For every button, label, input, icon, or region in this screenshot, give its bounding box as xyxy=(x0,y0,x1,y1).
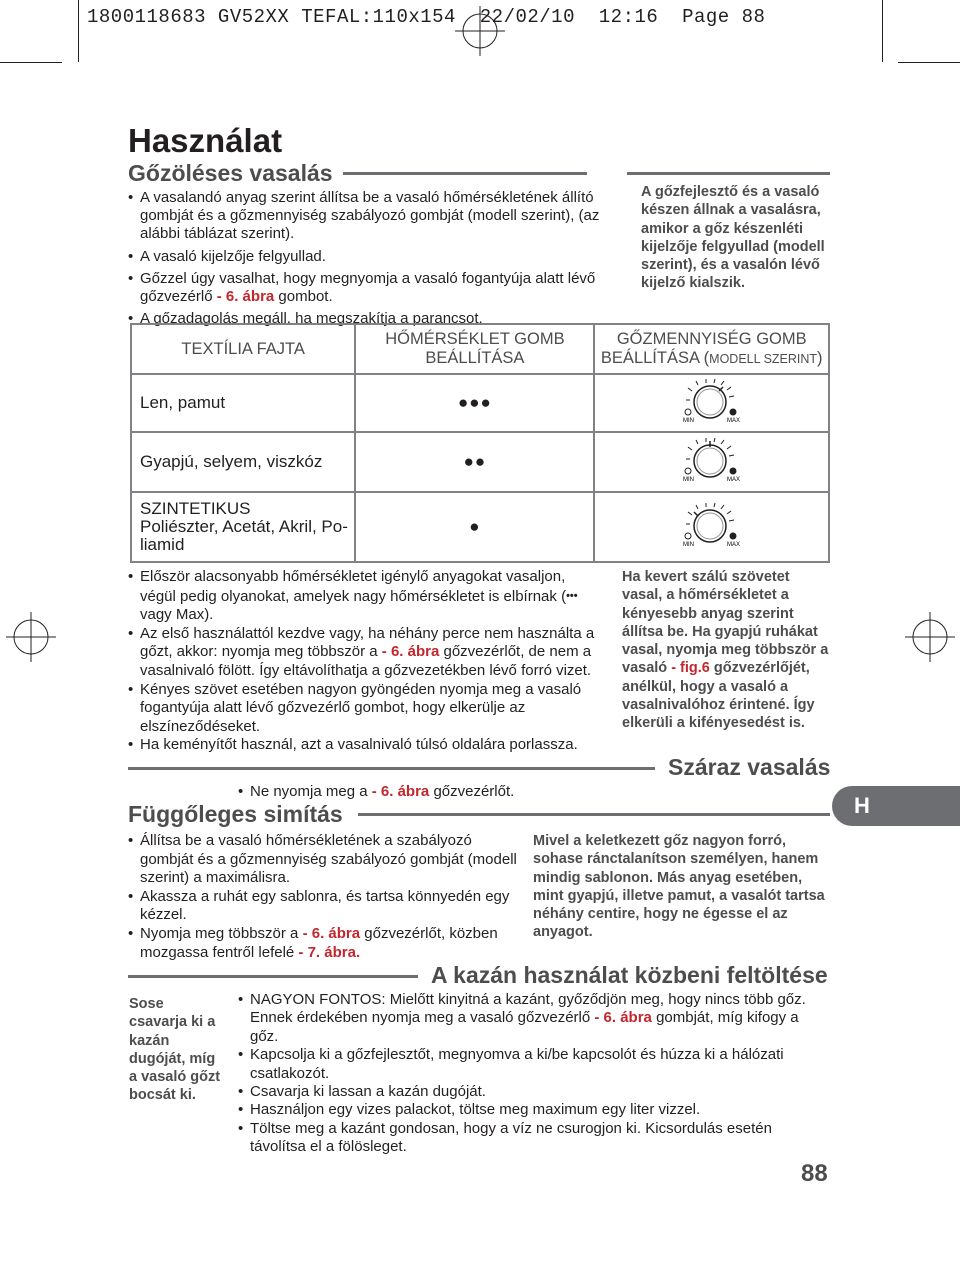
side-note-refill: Sose csavarja ki a kazán dugóját, míg a vasaló gőzt bocsát ki. xyxy=(129,996,221,1104)
side-note-ready: A gőzfejlesztő és a vasaló készen állnak a vasalásra, amikor a gőz készenléti kijelzője felgyullad (modell szerint), és a vasalón lévő kijelző kialszik. xyxy=(641,184,825,292)
section-rule xyxy=(128,767,655,770)
page-number: 88 xyxy=(801,1160,828,1187)
page-title: Használat xyxy=(128,122,283,159)
section-title-steam: Gőzöléses vasalás xyxy=(128,160,333,186)
dial-min-label: MIN xyxy=(682,476,694,483)
side-note-mixed-fabric: Ha kevert szálú szövetet vasal, a hőmérsékletet a kényesebb anyag szerint állítsa be. Ha gyapjú ruhákat vasal, nyomja meg többször a vasaló - fig.6 gőzvezérlőjét, anélkül, hogy a vasaló a vasalnivalóhoz érintené. Így elkerüli a kifényesedést is. xyxy=(622,569,829,732)
fabric-cell: SZINTETIKUS Poliészter, Acetát, Akril, Po- liamid xyxy=(131,492,355,562)
print-header: 1800118683 GV52XX TEFAL:110x154 22/02/10 12:16 Page 88 xyxy=(87,6,766,28)
list-item: • A vasalandó anyag szerint állítsa be a vasaló hőmérsékletének állító gombját és a gőzmennyiség szabályozó gombját (modell szerint), (az alábbi táblázat szerint). xyxy=(128,189,623,244)
steam-dial-icon xyxy=(677,437,747,483)
language-tab: H xyxy=(832,786,960,826)
temperature-dots: ●●● xyxy=(355,374,594,432)
list-item: • A vasaló kijelzője felgyullad. xyxy=(128,248,623,266)
list-item: • Akassza a ruhát egy sablonra, és tartsa könnyedén egy kézzel. xyxy=(128,888,520,925)
steam-dial-icon xyxy=(677,378,747,424)
steam-dial-cell xyxy=(594,374,829,432)
crop-mark xyxy=(0,62,62,63)
fabric-cell: Gyapjú, selyem, viszkóz xyxy=(131,432,355,492)
section-rule xyxy=(358,813,830,816)
textile-settings-table xyxy=(130,323,830,563)
table-row xyxy=(131,374,829,432)
list-item: • Először alacsonyabb hőmérsékletet igénylő anyagokat vasaljon, végül pedig olyanokat, amelyek nagy hőmérsékletet is elbírnak (••• vagy Max). xyxy=(128,568,618,625)
fabric-cell: Len, pamut xyxy=(131,374,355,432)
dial-max-label: MAX xyxy=(726,417,740,424)
steam-bullet-list xyxy=(128,189,623,328)
table-header: TEXTÍLIA FAJTA xyxy=(131,324,355,374)
table-header: GŐZMENNYISÉG GOMB BEÁLLÍTÁSA (MODELL SZERINT) xyxy=(594,324,829,374)
dry-bullet-list xyxy=(238,783,638,801)
registration-mark-left xyxy=(6,612,56,662)
section-title-dry: Száraz vasalás xyxy=(668,754,831,780)
section-rule xyxy=(128,975,418,978)
vertical-bullet-list xyxy=(128,832,520,962)
section-title-vertical: Függőleges simítás xyxy=(128,801,343,827)
steam-dial-icon xyxy=(677,502,747,548)
list-item: • Töltse meg a kazánt gondosan, hogy a víz ne csurogjon ki. Kicsordulás esetén távolítsa el a fölösleget. xyxy=(238,1120,830,1157)
crop-mark xyxy=(78,0,79,62)
list-item: • Az első használattól kezdve vagy, ha néhány perce nem használta a gőzt, akkor: nyomja meg többször a - 6. ábra gőzvezérlőt, de nem a vasalnivaló fölött. Így eltávolíthatja a gőzvezetékben lévő forró vizet. xyxy=(128,625,618,681)
temperature-dots: ● xyxy=(355,492,594,562)
section-title-refill: A kazán használat közbeni feltöltése xyxy=(431,962,828,988)
dial-min-label: MIN xyxy=(682,417,694,424)
crop-mark xyxy=(882,0,883,62)
table-header: HŐMÉRSÉKLET GOMB BEÁLLÍTÁSA xyxy=(355,324,594,374)
dial-max-label: MAX xyxy=(726,476,740,483)
registration-mark-right xyxy=(905,612,955,662)
list-item: • Gőzzel úgy vasalhat, hogy megnyomja a vasaló fogantyúja alatt lévő gőzvezérlő - 6. ábra gombot. xyxy=(128,270,623,306)
temperature-dots: ●● xyxy=(355,432,594,492)
list-item: • Kapcsolja ki a gőzfejlesztőt, megnyomva a ki/be kapcsolót és húzza ki a hálózati csatlakozót. xyxy=(238,1046,830,1083)
list-item: • A gőzadagolás megáll, ha megszakítja a parancsot. xyxy=(128,310,623,328)
list-item: • Csavarja ki lassan a kazán dugóját. xyxy=(238,1083,830,1101)
list-item: • Ne nyomja meg a - 6. ábra gőzvezérlőt. xyxy=(238,783,638,801)
steam-dial-cell xyxy=(594,492,829,562)
list-item: • NAGYON FONTOS: Mielőtt kinyitná a kazánt, győződjön meg, hogy nincs több gőz. Ennek érdekében nyomja meg a vasaló gőzvezérlő - 6. ábra gombját, míg kifogy a gőz. xyxy=(238,991,830,1046)
section-rule xyxy=(627,172,830,175)
steam-dial-cell xyxy=(594,432,829,492)
section-rule xyxy=(343,172,587,175)
table-row xyxy=(131,492,829,562)
list-item: • Nyomja meg többször a - 6. ábra gőzvezérlőt, közben mozgassa fentről lefelé - 7. ábra. xyxy=(128,925,520,962)
list-item: • Ha keményítőt használ, azt a vasalnivaló túlsó oldalára porlassza. xyxy=(128,736,618,755)
tips-bullet-list xyxy=(128,568,618,755)
list-item: • Használjon egy vizes palackot, töltse meg maximum egy liter vizzel. xyxy=(238,1101,830,1119)
dial-min-label: MIN xyxy=(682,541,694,548)
side-note-vertical: Mivel a keletkezett gőz nagyon forró, sohase ránctalanítson személyen, hanem mindig sablonon. Más anyag esetében, mint gyapjú, illetve pamut, a vasalót tartsa néhány centire, hogy ne égesse el az anyagot. xyxy=(533,833,825,941)
crop-mark xyxy=(898,62,960,63)
list-item: • Kényes szövet esetében nagyon gyöngéden nyomja meg a vasaló fogantyúja alatt lévő gőzvezérlő gombot, hogy elkerülje az elszíneződéseket. xyxy=(128,681,618,737)
dial-max-label: MAX xyxy=(726,541,740,548)
refill-bullet-list xyxy=(238,991,830,1157)
list-item: • Állítsa be a vasaló hőmérsékletének a szabályozó gombját és a gőzmennyiség szabályozó gombját (modell szerint) a maximálisra. xyxy=(128,832,520,888)
table-row xyxy=(131,432,829,492)
